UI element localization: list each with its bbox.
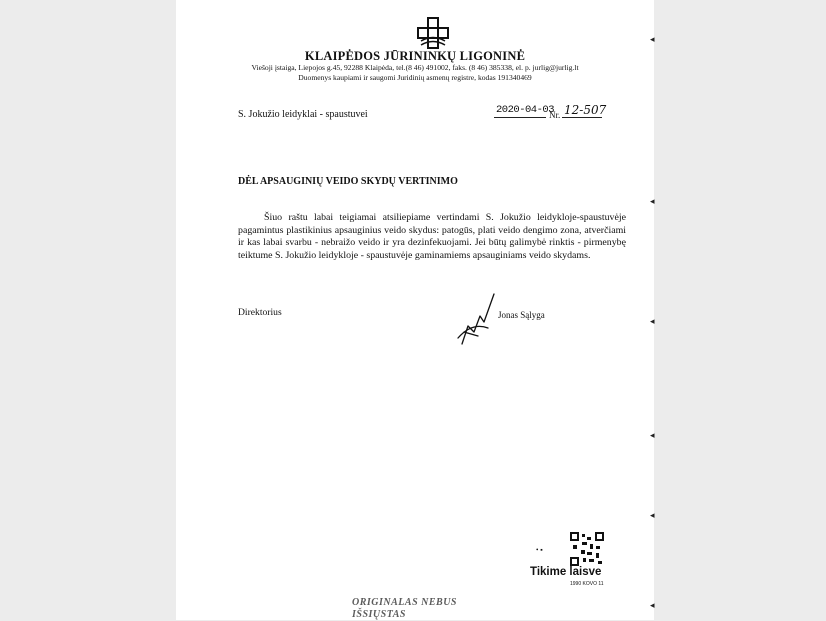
scan-mark: ◂ [650,196,655,206]
qr-code-icon [570,532,604,566]
letter-subject: DĖL APSAUGINIŲ VEIDO SKYDŲ VERTINIMO [238,176,458,187]
footer-slogan-date: 1990 KOVO 11 [570,581,604,587]
qr-decoration: • ▪ [536,546,543,554]
date-underline [494,117,546,118]
scan-mark: ◂ [650,34,655,44]
hospital-address: Viešoji įstaiga, Liepojos g.45, 92288 Klaipėda, tel.(8 46) 491002, faks. (8 46) 385338, el. p. jurlig@jurlig.lt [251,63,579,72]
letter-body: Šiuo raštu labai teigiamai atsiliepiame vertindami S. Jokužio leidykloje-spaustuvėje pagamintus plastikinius apsauginius veido skydus: patogūs, plati veido dengimo zona, atverčiami ir kas labai svarbu - nebraižo veido ir yra dezinfekuojami. Jei būtų galimybė rinktis - pirmenybę teiktume S. Jokužio leidykloje - spaustuvėje gaminamiems apsauginiams veido skydams. [238,212,626,261]
signer-position: Direktorius [238,307,282,318]
footer-slogan: Tikime laisve [530,566,602,578]
nr-label: Nr. [549,110,561,120]
signer-name: Jonas Sąlyga [498,310,545,320]
stamp-line-2: IŠSIŲSTAS [352,609,406,620]
scan-mark: ◂ [650,600,655,610]
hospital-registry: Duomenys kaupiami ir saugomi Juridinių asmenų registre, kodas 191340469 [298,73,532,82]
scan-mark: ◂ [650,510,655,520]
stamp [352,597,457,621]
hospital-cross-logo-icon [416,16,450,50]
letter-date: 2020-04-03 [496,104,555,116]
signature-icon [454,292,504,348]
letter-page [176,0,654,620]
scan-mark: ◂ [650,316,655,326]
nr-underline [562,117,602,118]
registration-number: 12-507 [564,103,607,117]
addressee: S. Jokužio leidyklai - spaustuvei [238,109,368,120]
scan-mark: ◂ [650,430,655,440]
stamp-line-1: ORIGINALAS NEBUS [352,597,457,608]
hospital-name: KLAIPĖDOS JŪRININKŲ LIGONINĖ [304,49,526,63]
